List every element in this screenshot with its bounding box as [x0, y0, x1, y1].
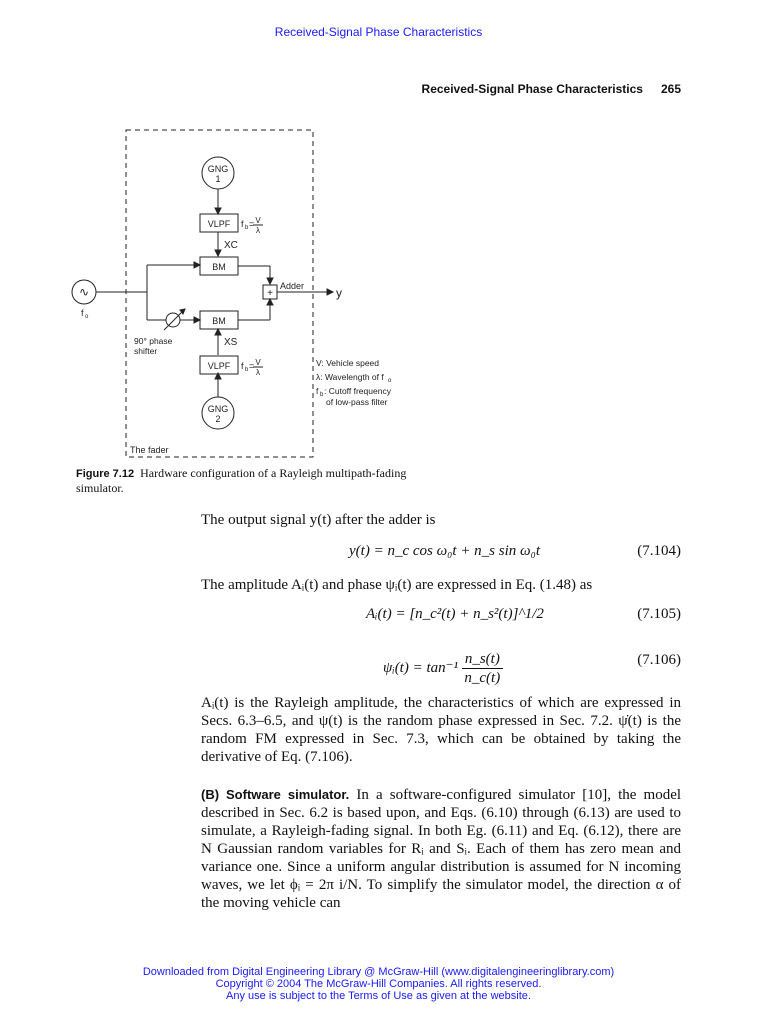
tilde-icon: ∿ — [78, 285, 90, 299]
bm-top-label: BM — [212, 262, 226, 272]
fb-bottom-v: V — [255, 358, 261, 367]
phase-label-1: 90° phase — [134, 336, 173, 346]
paragraph-2: The amplitude Aᵢ(t) and phase ψᵢ(t) are expressed in Eq. (1.48) as — [201, 577, 593, 593]
header-title: Received-Signal Phase Characteristics — [421, 82, 643, 96]
equation-7-105-body: Aᵢ(t) = [n_c²(t) + n_s²(t)]^1/2 — [366, 606, 544, 622]
vlpf-top-label: VLPF — [207, 219, 231, 229]
output-y: y — [336, 286, 342, 300]
page-header — [422, 82, 681, 96]
fb-bottom-lambda: λ — [256, 368, 260, 377]
equation-7-104-number: (7.104) — [637, 543, 681, 559]
paragraph-4 — [201, 786, 681, 912]
page-number: 265 — [660, 82, 681, 96]
gng2-number: 2 — [215, 414, 221, 424]
equation-7-104 — [201, 543, 681, 563]
fb-bottom-label: f — [241, 361, 244, 371]
legend-fb: f — [316, 386, 319, 396]
fb-bottom-eq: = — [249, 361, 255, 371]
legend-fb-sub: b — [320, 392, 324, 398]
fb-bottom-sub: b — [245, 367, 249, 373]
footer-terms[interactable]: Any use is subject to the Terms of Use as given at the website. — [226, 990, 531, 1002]
fb-top-v: V — [255, 216, 261, 225]
equation-7-106-number: (7.106) — [637, 652, 681, 668]
figure-caption — [76, 466, 436, 495]
caption-text: Hardware configuration of a Rayleigh multipath-fading simulator. — [76, 466, 407, 495]
fb-top-eq: = — [249, 219, 255, 229]
fb-top-lambda: λ — [256, 226, 260, 235]
gng1-number: 1 — [215, 174, 221, 184]
section-heading: (B) Software simulator. — [201, 787, 350, 802]
bm-bottom-label: BM — [212, 316, 226, 326]
adder-plus: + — [267, 288, 273, 299]
xc-label: XC — [224, 240, 238, 251]
equation-7-104-body: y(t) = n_c cos ω₀t + n_s sin ω₀t — [349, 543, 541, 559]
paragraph-3: Aᵢ(t) is the Rayleigh amplitude, the characteristics of which are expressed in Secs. 6.3–6.5, and ψ(t) is the random phase expressed in Sec. 7.2. ψ̇(t) is the random FM expressed in Sec. 7.3, which can be obtained by taking the derivative of Eq. (7.106). — [201, 695, 681, 765]
footer-copyright[interactable]: Copyright © 2004 The McGraw-Hill Companies. All rights reserved. — [215, 978, 542, 990]
gng2-label: GNG — [207, 404, 229, 414]
fraction-numerator: n_s(t) — [462, 650, 503, 669]
phase-label-2: shifter — [134, 346, 158, 356]
adder-label: Adder — [280, 281, 305, 291]
legend-lambda-sub: o — [388, 378, 392, 384]
legend-lambda: λ: Wavelength of f — [316, 372, 384, 382]
vlpf-bottom-label: VLPF — [207, 361, 231, 371]
equation-7-106-lhs: ψᵢ(t) = tan⁻¹ — [383, 659, 459, 676]
equation-7-105-number: (7.105) — [637, 606, 681, 622]
equation-7-105 — [201, 606, 681, 626]
figure-rayleigh-simulator — [60, 120, 440, 460]
top-link[interactable]: Received-Signal Phase Characteristics — [274, 25, 483, 39]
paragraph-1: The output signal y(t) after the adder is — [201, 512, 436, 528]
gng1-label: GNG — [207, 164, 229, 174]
xs-label: XS — [224, 337, 238, 348]
fader-label: The fader — [130, 445, 169, 455]
f0-label: f — [81, 308, 84, 318]
legend-fb-text: : Cutoff frequency — [324, 386, 391, 396]
legend-v: V: Vehicle speed — [316, 358, 380, 368]
caption-label: Figure 7.12 — [76, 468, 135, 480]
fraction-denominator: n_c(t) — [464, 670, 501, 686]
fb-top-label: f — [241, 219, 244, 229]
footer — [0, 966, 757, 1002]
paragraph-4-body: In a software-configured simulator [10], the model described in Sec. 6.2 is based upon, and Eqs. (6.10) through (6.13) are used to simulate, a Rayleigh-fading signal. In both Eg. (6.11) and Eq. (6.12), there are N Gaussian random variables for Rᵢ and Sᵢ. Each of them has zero mean and variance one. Since a uniform angular distribution is assumed for N incoming waves, we let ϕᵢ = 2π i/N. To simplify the simulator model, the direction α of the moving vehicle can — [201, 787, 682, 911]
f0-sub: o — [85, 314, 89, 320]
fb-top-sub: b — [245, 225, 249, 231]
footer-download-link[interactable]: Downloaded from Digital Engineering Library @ McGraw-Hill (www.digitalengineeringlibrary.com) — [142, 966, 615, 978]
equation-7-106 — [201, 642, 681, 686]
legend-fb-text-2: of low-pass filter — [326, 397, 388, 407]
equation-7-106-fraction — [462, 650, 503, 687]
phase-shifter-circle — [166, 313, 180, 327]
